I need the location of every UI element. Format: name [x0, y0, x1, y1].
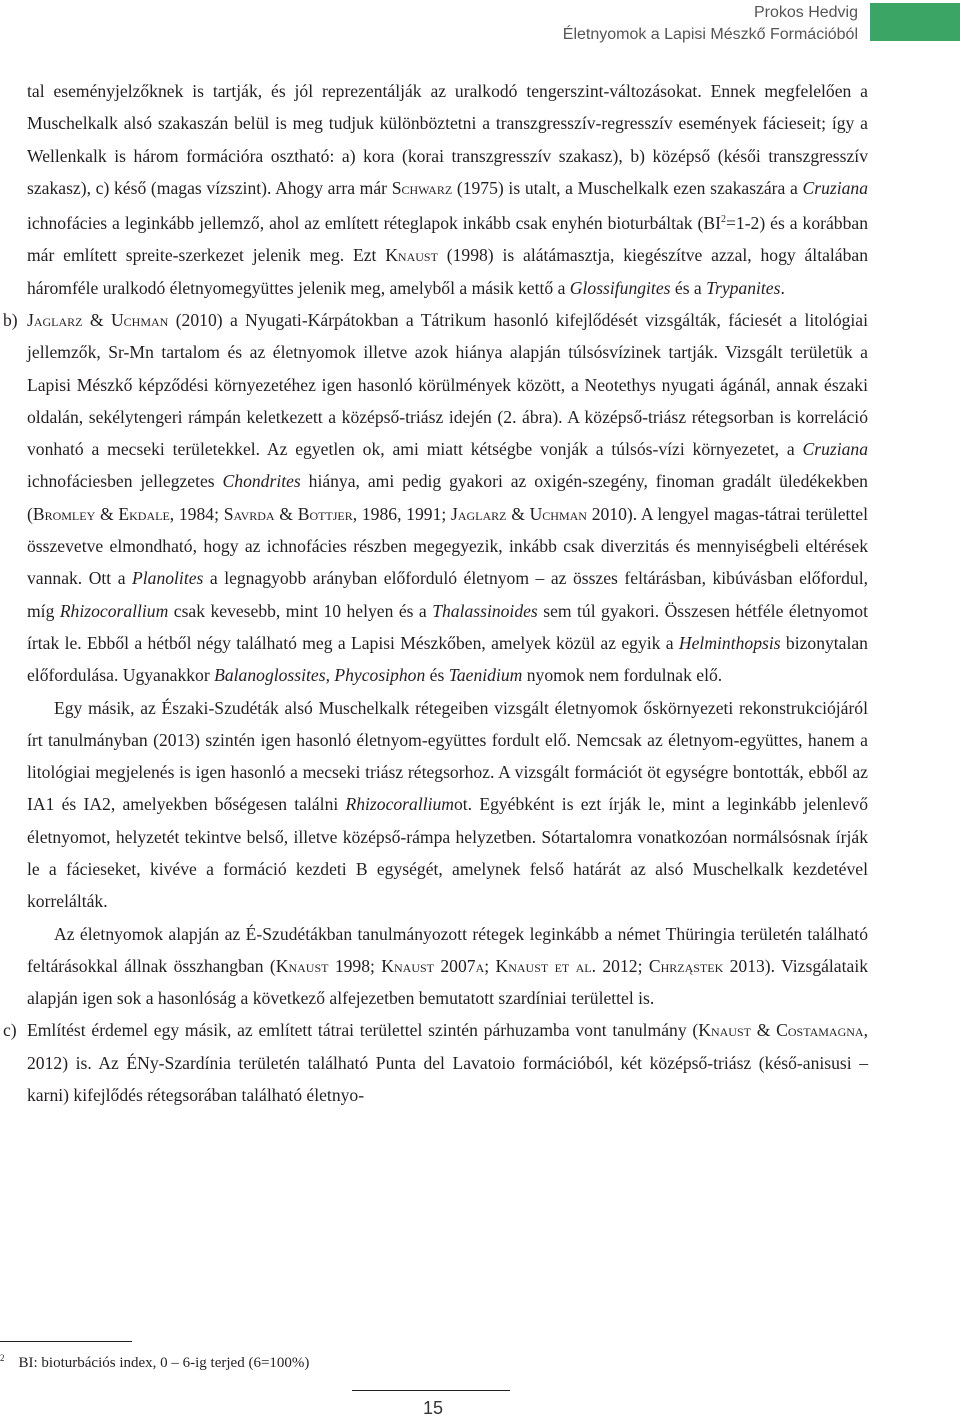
text-run: Említést érdemel egy másik, az említett tátrai területtel szintén párhuzamba vont tanulmány (: [27, 1020, 699, 1041]
text-run: (1975) is utalt, a Muschelkalk ezen szakaszára a: [452, 177, 803, 198]
text-run: , 2012) is. Az ÉNy-Szardínia területén található Punta del Lavatoio formációból, két középső-triász (késő-anisusi – karni) kifejlődés rétegsorában található életnyo-: [27, 1020, 868, 1106]
taxon-name: Trypanites: [706, 277, 781, 298]
text-run: és a: [670, 277, 707, 298]
text-run: ;: [484, 955, 496, 976]
citation-author: Ekdale: [118, 503, 170, 524]
text-run: 2007: [434, 955, 476, 976]
text-run: tal eseményjelzőknek is tartják, és jól reprezentálják az uralkodó tengerszint-változásokat. Ennek megfelelően a Muschelkalk alsó szakaszán belül is meg tudjuk különböztetni a transzgresszív-regresszív események fácieseit; így a Wellenkalk is három formációra osztható: a) kora (korai transzgresszív szakasz), b) középső (késői transzgresszív szakasz), c) késő (magas vízszint). Ahogy arra már: [27, 81, 868, 198]
text-run: &: [95, 503, 119, 524]
citation-author: Uchman: [529, 503, 587, 524]
text-run: , 1984;: [169, 503, 224, 524]
text-run: 1998;: [328, 955, 382, 976]
footnote-ref: 2: [720, 214, 726, 226]
taxon-name: Thalassinoides: [432, 600, 538, 621]
page-number: 15: [422, 1398, 444, 1418]
citation-author: Schwarz: [391, 177, 453, 198]
text-run: Az életnyomok alapján az É-Szudétákban tanulmányozott rétegek leginkább a német Thüringia területén található feltárásokkal állnak összhangban (: [27, 923, 868, 976]
taxon-name: Phycosiphon: [334, 665, 426, 686]
citation-author: Chrząstek: [648, 955, 724, 976]
header-accent-block: [870, 3, 960, 41]
citation-author: Uchman: [110, 309, 169, 330]
text-run: .: [780, 277, 785, 298]
list-label: b): [3, 309, 18, 330]
citation-author: Knaust: [275, 955, 329, 976]
text-run: hiánya, ami pedig gyakori az oxigén-szegény, finoman gradált üledékekben (: [27, 471, 868, 524]
paragraph-3: [27, 918, 868, 1015]
taxon-name: Taenidium: [448, 665, 523, 686]
text-run: és: [425, 665, 449, 686]
text-run: =1-2) és a korábban már említett spreite-szerkezet jelenik meg. Ezt: [27, 213, 868, 266]
text-run: a legnagyobb arányban előforduló életnyom – az összes feltárásban, kibúvásban előfordul, míg: [27, 568, 868, 621]
text-run: , 1986, 1991;: [352, 503, 451, 524]
body-text: [3, 75, 869, 1111]
taxon-name: Glossifungites: [569, 277, 671, 298]
text-run: &: [82, 309, 111, 330]
taxon-name: Cruziana: [802, 439, 868, 460]
text-run: nyomok nem fordulnak elő.: [522, 665, 723, 686]
text-run: bizonytalan előfordulása. Ugyanakkor: [27, 632, 868, 686]
footnote-number: 2: [0, 1353, 5, 1363]
text-run: (1998) is alátámasztja, kiegészítve azzal, hogy általában háromféle uralkodó életnyomegyüttes jelenik meg, amelyből a másik kettő a: [27, 245, 868, 298]
text-run: Egy másik, az Északi-Szudéták alsó Muschelkalk rétegeiben vizsgált életnyomok őskörnyezeti rekonstrukciójáról írt tanulmányban (2013) szintén igen hasonló életnyom-együttes fordult elő. Nemcsak az életnyom-együttes, hanem a litológiai megjelenés is igen hasonló a mecseki triász rétegsorhoz. A vizsgált formációt öt egységre bontották, ebből az IA1 és IA2, amelyekben bőségesen találni: [27, 697, 868, 815]
taxon-name: Balanoglossites: [214, 665, 326, 686]
citation-author: Bromley: [32, 503, 96, 524]
header-title: Életnyomok a Lapisi Mészkő Formációból: [562, 26, 858, 43]
text-run: ichnofácies a leginkább jellemző, ahol az említett réteglapok inkább csak enyhén bioturbáltak (BI: [27, 213, 721, 234]
list-item-b: [3, 304, 868, 692]
text-run: 2013). Vizsgálataik alapján igen sok a hasonlóság a következő alfejezetben bemutatott szardíniai területtel is.: [27, 955, 868, 1009]
citation-author: Jaglarz: [27, 309, 83, 330]
list-label: c): [3, 1020, 17, 1041]
citation-author: Bottjer: [297, 503, 353, 524]
text-run: a: [475, 955, 485, 976]
citation-author: Knaust: [698, 1020, 751, 1041]
text-run: &: [506, 503, 530, 524]
taxon-name: Planolites: [132, 568, 204, 589]
citation-author: Jaglarz: [450, 503, 507, 524]
taxon-name: Cruziana: [802, 177, 869, 198]
paragraph-1: [27, 75, 868, 304]
text-run: ,: [325, 665, 335, 686]
running-header: [563, 2, 858, 46]
taxon-name: Chondrites: [222, 471, 301, 492]
list-item-c: [3, 1014, 868, 1111]
taxon-name: Rhizocorallium: [59, 600, 169, 621]
citation-author: Savrda: [223, 503, 275, 524]
header-author: Prokos Hedvig: [753, 4, 858, 21]
footnote: [0, 1348, 309, 1373]
paragraph-2: [27, 692, 868, 918]
text-run: sem túl gyakori. Összesen hétféle életnyomot írtak le. Ebből a hétből négy található meg a Lapisi Mészkőben, amelyek közül az egyik a: [27, 600, 868, 653]
text-run: 2012;: [596, 955, 649, 976]
text-run: (2010) a Nyugati-Kárpátokban a Tátrikum hasonló kifejlődését vizsgálták, fáciesét a litológiai jellemzők, Sr-Mn tartalom és az életnyomok illetve azok hiánya alapján túlsósvízinek tartják. Vizsgált területük a Lapisi Mészkő képződési környezetéhez igen hasonló körülmények között, a Neotethys nyugati ágánál, annak északi oldalán, sekélytengeri rámpán keletkezett a középső-triász idején (2. ábra). A középső-triász rétegsorban is korreláció vonható a mecseki területekkel. Az egyetlen ok, ami miatt kétségbe vonják a túlsós-vízi környezetet, a: [27, 309, 868, 460]
page-number-divider: [352, 1390, 510, 1391]
citation-author: Knaust: [381, 955, 434, 976]
text-run: 2010). A lengyel magas-tátrai területtel összevetve elmondható, hogy az ichnofácies részben megegyezik, inkább csak diverzitás és mennyiségbeli eltérések vannak. Ott a: [27, 503, 868, 589]
citation-author: Costamagna: [776, 1020, 864, 1041]
footnote-text: BI: bioturbációs index, 0 – 6-ig terjed (6=100%): [18, 1355, 310, 1371]
citation-author: Knaust et al.: [495, 955, 597, 976]
text-run: &: [274, 503, 298, 524]
taxon-name: Rhizocorallium: [345, 794, 454, 815]
text-run: csak kevesebb, mint 10 helyen és a: [168, 600, 433, 621]
text-run: &: [750, 1020, 777, 1041]
page-header: [0, 0, 960, 50]
taxon-name: Helminthopsis: [678, 632, 781, 653]
text-run: ichnofáciesben jellegzetes: [27, 471, 223, 492]
citation-author: Knaust: [385, 245, 438, 266]
footnote-divider: [0, 1341, 132, 1342]
text-run: ot. Egyébként is ezt írják le, mint a leginkább jelenlevő életnyomot, helyzetét tekintve belső, illetve középső-rámpa helyzetben. Sótartalomra vonatkozóan normálsósnak írják le a fácieseket, kivéve a formáció kezdeti B egységét, amelynek felső határát az alsó Muschelkalk kezdetével korrelálták.: [27, 794, 868, 912]
